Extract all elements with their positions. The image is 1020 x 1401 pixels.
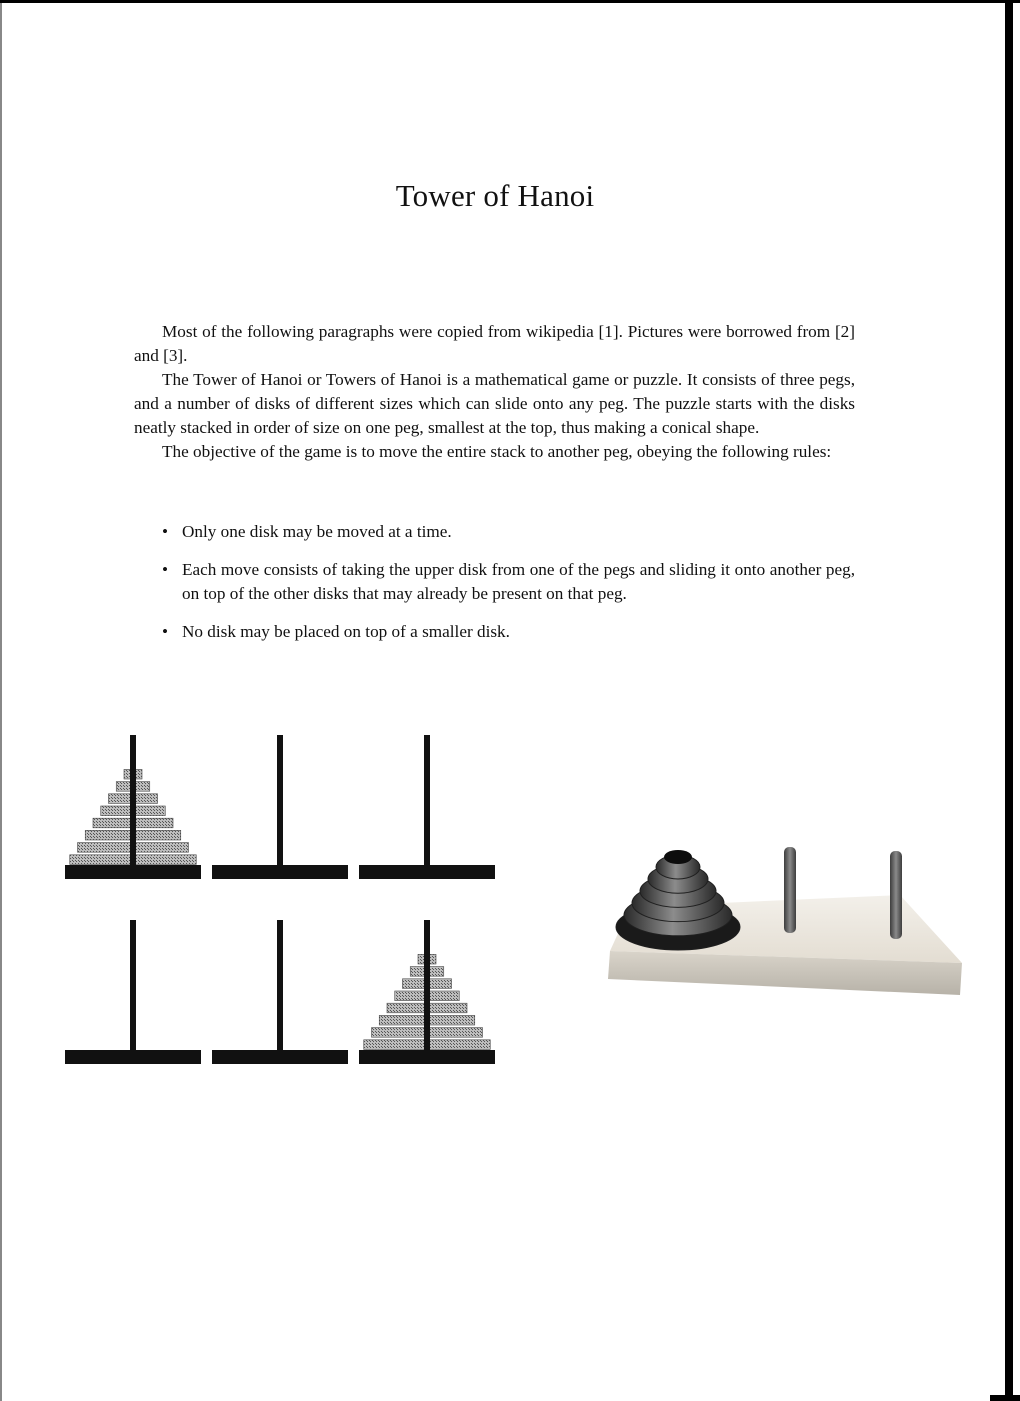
peg-rod xyxy=(424,735,430,865)
peg-middle xyxy=(784,847,796,933)
scan-edge-bottom xyxy=(990,1395,1020,1401)
rule-item xyxy=(134,520,855,544)
rule-item xyxy=(134,558,855,606)
hanoi-diagram xyxy=(55,735,505,1080)
rule-text: Only one disk may be moved at a time. xyxy=(182,522,452,541)
page-title: Tower of Hanoi xyxy=(395,178,595,213)
paragraph-source: Most of the following paragraphs were copied from wikipedia [1]. Pictures were borrowed from [2] and [3]. xyxy=(134,322,855,365)
peg-base xyxy=(359,1050,495,1064)
peg-rod xyxy=(277,920,283,1050)
peg-base xyxy=(65,865,201,879)
paragraph-objective: The objective of the game is to move the entire stack to another peg, obeying the following rules: xyxy=(162,442,832,461)
scan-edge-top xyxy=(0,0,1020,3)
intro-text xyxy=(134,320,855,464)
rule-text: No disk may be placed on top of a smaller disk. xyxy=(182,622,510,641)
scan-edge-right xyxy=(1005,0,1013,1401)
peg-base xyxy=(65,1050,201,1064)
peg-rod xyxy=(277,735,283,865)
peg-right xyxy=(890,851,902,939)
hanoi-photo xyxy=(600,835,970,1005)
paragraph-description: The Tower of Hanoi or Towers of Hanoi is a mathematical game or puzzle. It consists of three pegs, and a number of disks of different sizes which can slide onto any peg. The puzzle starts with the disks neatly stacked in order of size on one peg, smallest at the top, thus making a conical shape. xyxy=(134,370,855,437)
peg-rod xyxy=(130,920,136,1050)
bullet-icon: • xyxy=(162,522,169,541)
peg-rod-front xyxy=(130,735,136,865)
rule-text: Each move consists of taking the upper disk from one of the pegs and sliding it onto another peg, on top of the other disks that may already be present on that peg. xyxy=(182,560,855,603)
rule-item xyxy=(134,620,855,644)
rules-list xyxy=(134,520,855,658)
photo-ring-top xyxy=(664,850,692,864)
peg-base xyxy=(212,865,348,879)
peg-base xyxy=(212,1050,348,1064)
bullet-icon: • xyxy=(162,560,169,579)
bullet-icon: • xyxy=(162,622,169,641)
peg-base xyxy=(359,865,495,879)
peg-rod-front xyxy=(424,920,430,1050)
